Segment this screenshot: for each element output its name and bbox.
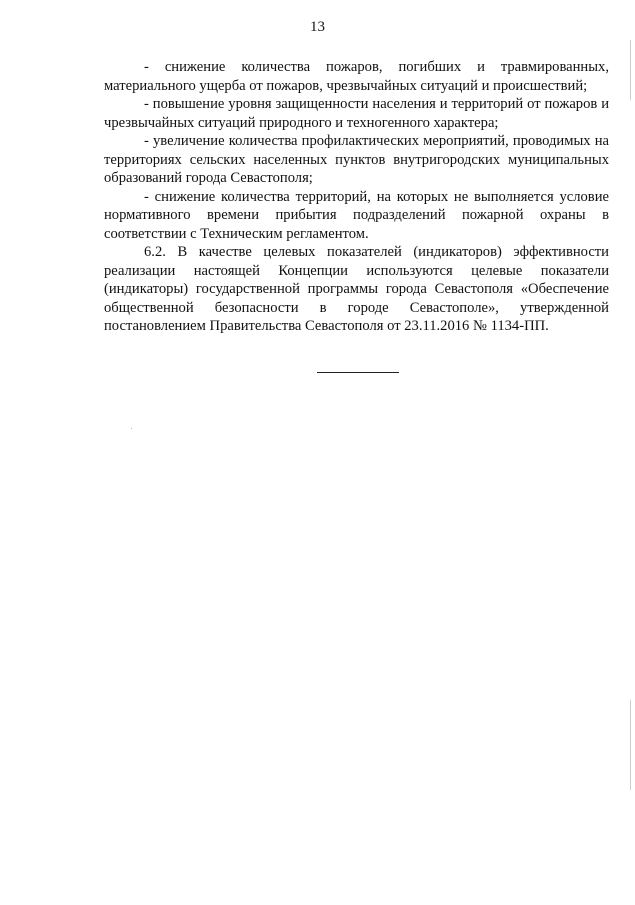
document-body xyxy=(104,58,609,336)
paragraph-target-indicators: 6.2. В качестве целевых показателей (индикаторов) эффективности реализации настоящей Концепции используются целевые показатели (индикаторы) государственной программы города Севастополя «Обеспечение общественной безопасности в городе Севастополе», утвержденной постановлением Правительства Севастополя от 23.11.2016 № 1134-ПП. xyxy=(104,244,609,334)
page-number: 13 xyxy=(310,19,325,35)
scan-edge-mark xyxy=(630,700,631,790)
paragraph-increase-prevention: - увеличение количества профилактических мероприятий, проводимых на территориях сельских населенных пунктов внутригородских муниципальных образований города Севастополя; xyxy=(104,133,609,186)
scan-speck xyxy=(131,428,132,429)
paragraph-reduce-fires: - снижение количества пожаров, погибших и травмированных, материального ущерба от пожаров, чрезвычайных ситуаций и происшествий; xyxy=(104,59,609,94)
paragraph-reduce-territories: - снижение количества территорий, на которых не выполняется условие нормативного времени прибытия подразделений пожарной охраны в соответствии с Техническим регламентом. xyxy=(104,188,609,242)
end-separator-line xyxy=(317,372,399,373)
scan-edge-mark xyxy=(630,40,631,100)
paragraph-increase-protection: - повышение уровня защищенности населения и территорий от пожаров и чрезвычайных ситуаций природного и техногенного характера; xyxy=(104,96,609,131)
